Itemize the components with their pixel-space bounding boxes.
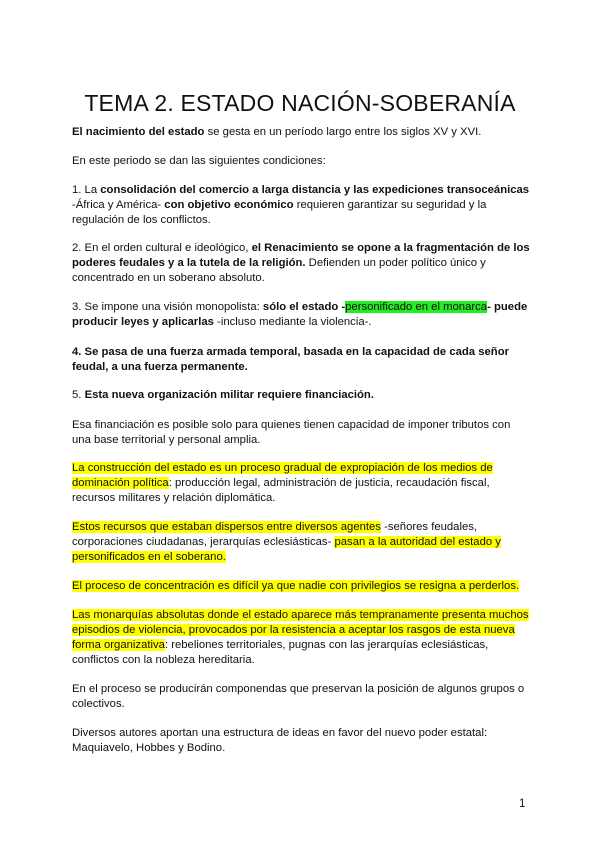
paragraph-componendas (72, 682, 532, 712)
text: -África y América- (72, 199, 165, 211)
bold-text: - puede producir leyes y aplicarlas (72, 301, 528, 328)
paragraph-condicion-5 (72, 388, 532, 403)
bold-text: el Renacimiento se opone a la fragmentación de los poderes feudales y a la tutela de la religión. (72, 242, 530, 269)
bold-text: El nacimiento del estado (72, 126, 205, 138)
text: -incluso mediante la violencia-. (213, 316, 372, 328)
text: Defienden un poder político único y concentrado en un soberano absoluto. (72, 257, 486, 284)
text: 2. En el orden cultural e ideológico, (72, 242, 252, 254)
text: : rebeliones territoriales, pugnas con las jerarquías eclesiásticas, conflictos con la nobleza hereditaria. (72, 639, 489, 666)
text: En este periodo se dan las siguientes condiciones: (72, 155, 326, 167)
paragraph-condiciones (72, 154, 532, 169)
yellow-highlight: Estos recursos que estaban dispersos entre diversos agentes (72, 521, 381, 533)
bold-text: con objetivo económico (164, 199, 294, 211)
bold-text: sólo el estado - (262, 301, 346, 313)
bold-text: 4. Se pasa de una fuerza armada temporal, basada en la capacidad de cada señor feudal, a una fuerza permanente. (72, 346, 509, 373)
text: Esa financiación es posible solo para quienes tienen capacidad de imponer tributos con una base territorial y personal amplia. (72, 419, 511, 446)
green-highlight: personificado en el monarca (345, 301, 488, 313)
text: 3. Se impone una visión monopolista: (72, 301, 263, 313)
yellow-highlight: La construcción del estado es un proceso gradual de expropiación de los medios de dominación política (72, 462, 493, 489)
text: se gesta en un período largo entre los siglos XV y XVI. (204, 126, 482, 138)
paragraph-monarquias (72, 608, 532, 668)
paragraph-nacimiento (72, 125, 532, 140)
paragraph-construccion (72, 461, 532, 506)
page-number: 1 (519, 798, 526, 810)
text: requieren garantizar su seguridad y la regulación de los conflictos. (72, 199, 487, 226)
paragraph-financiacion (72, 418, 532, 448)
yellow-highlight: Las monarquías absolutas donde el estado aparece más tempranamente presenta muchos episodios de violencia, provocados por la resistencia a aceptar los rasgos de esta nueva forma organizativa (72, 609, 529, 651)
paragraph-recursos (72, 520, 532, 565)
paragraph-autores (72, 726, 532, 756)
text: Diversos autores aportan una estructura de ideas en favor del nuevo poder estatal: Maquiavelo, Hobbes y Bodino. (72, 727, 488, 754)
paragraph-concentracion (72, 579, 532, 594)
yellow-highlight: El proceso de concentración es difícil ya que nadie con privilegios se resigna a perderlos. (72, 580, 520, 592)
text: : producción legal, administración de justicia, recaudación fiscal, recursos militares y relación diplomática. (72, 477, 490, 504)
text: 1. La (72, 184, 101, 196)
text: En el proceso se producirán componendas que preservan la posición de algunos grupos o colectivos. (72, 683, 525, 710)
text: 5. (72, 389, 85, 401)
text: -señores feudales, corporaciones ciudadanas, jerarquías eclesiásticas- (72, 521, 478, 548)
yellow-highlight: pasan a la autoridad del estado y personificados en el soberano. (72, 536, 501, 563)
paragraph-condicion-1 (72, 183, 532, 228)
bold-text: consolidación del comercio a larga distancia y las expediciones transoceánicas (100, 184, 530, 196)
bold-text: Esta nueva organización militar requiere financiación. (84, 389, 374, 401)
page-title: TEMA 2. ESTADO NACIÓN-SOBERANÍA (84, 90, 516, 116)
paragraph-condicion-4 (72, 345, 532, 375)
paragraph-condicion-2 (72, 241, 532, 286)
paragraph-condicion-3 (72, 300, 532, 330)
